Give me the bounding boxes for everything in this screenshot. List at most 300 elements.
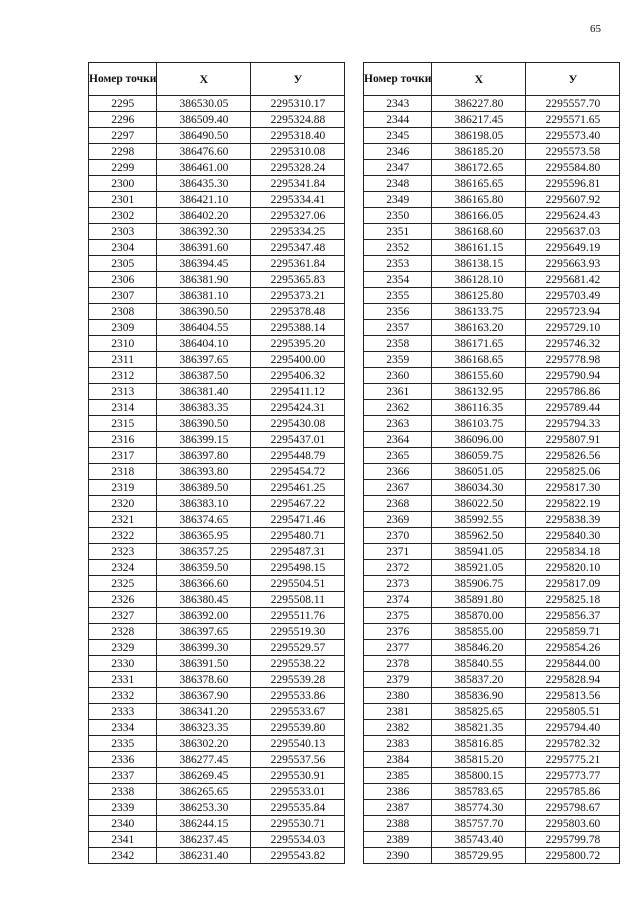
x-coordinate-cell: 385962.50	[432, 528, 526, 544]
point-number-cell: 2384	[364, 752, 432, 768]
x-coordinate-cell: 385906.75	[432, 576, 526, 592]
point-number-cell: 2334	[89, 720, 157, 736]
y-coordinate-cell: 2295406.32	[251, 368, 345, 384]
table-row	[364, 848, 620, 864]
point-number-cell: 2345	[364, 128, 432, 144]
y-coordinate-cell: 2295310.17	[251, 96, 345, 112]
x-coordinate-cell: 386231.40	[157, 848, 251, 864]
table-row	[364, 192, 620, 208]
x-coordinate-cell: 386394.45	[157, 256, 251, 272]
table-row	[89, 320, 345, 336]
table-row	[364, 688, 620, 704]
point-number-cell: 2357	[364, 320, 432, 336]
y-coordinate-cell: 2295596.81	[526, 176, 620, 192]
x-coordinate-cell: 386051.05	[432, 464, 526, 480]
table-row	[364, 624, 620, 640]
y-coordinate-cell: 2295400.00	[251, 352, 345, 368]
y-coordinate-cell: 2295663.93	[526, 256, 620, 272]
point-number-cell: 2331	[89, 672, 157, 688]
x-coordinate-cell: 386168.65	[432, 352, 526, 368]
x-coordinate-cell: 385992.55	[432, 512, 526, 528]
table-row	[364, 400, 620, 416]
x-coordinate-cell: 385837.20	[432, 672, 526, 688]
y-coordinate-cell: 2295746.32	[526, 336, 620, 352]
point-number-cell: 2329	[89, 640, 157, 656]
table-row	[364, 336, 620, 352]
point-number-cell: 2319	[89, 480, 157, 496]
y-coordinate-cell: 2295844.00	[526, 656, 620, 672]
point-number-cell: 2377	[364, 640, 432, 656]
x-coordinate-cell: 386530.05	[157, 96, 251, 112]
point-number-cell: 2341	[89, 832, 157, 848]
header-y: У	[526, 63, 620, 96]
point-number-cell: 2360	[364, 368, 432, 384]
point-number-cell: 2362	[364, 400, 432, 416]
point-number-cell: 2361	[364, 384, 432, 400]
point-number-cell: 2371	[364, 544, 432, 560]
x-coordinate-cell: 385816.85	[432, 736, 526, 752]
y-coordinate-cell: 2295378.48	[251, 304, 345, 320]
point-number-cell: 2320	[89, 496, 157, 512]
table-row	[89, 368, 345, 384]
x-coordinate-cell: 386171.65	[432, 336, 526, 352]
y-coordinate-cell: 2295778.98	[526, 352, 620, 368]
point-number-cell: 2382	[364, 720, 432, 736]
x-coordinate-cell: 386198.05	[432, 128, 526, 144]
x-coordinate-cell: 386390.50	[157, 304, 251, 320]
table-row	[364, 720, 620, 736]
table-row	[89, 784, 345, 800]
x-coordinate-cell: 386476.60	[157, 144, 251, 160]
table-row	[89, 752, 345, 768]
point-number-cell: 2314	[89, 400, 157, 416]
y-coordinate-cell: 2295800.72	[526, 848, 620, 864]
table-row	[364, 272, 620, 288]
point-number-cell: 2375	[364, 608, 432, 624]
x-coordinate-cell: 386397.65	[157, 352, 251, 368]
table-row	[364, 96, 620, 112]
y-coordinate-cell: 2295395.20	[251, 336, 345, 352]
x-coordinate-cell: 385846.20	[432, 640, 526, 656]
y-coordinate-cell: 2295813.56	[526, 688, 620, 704]
y-coordinate-cell: 2295437.01	[251, 432, 345, 448]
table-row	[89, 288, 345, 304]
x-coordinate-cell: 385891.80	[432, 592, 526, 608]
point-number-cell: 2303	[89, 224, 157, 240]
table-row	[89, 208, 345, 224]
point-number-cell: 2297	[89, 128, 157, 144]
table-row	[364, 368, 620, 384]
point-number-cell: 2355	[364, 288, 432, 304]
y-coordinate-cell: 2295607.92	[526, 192, 620, 208]
x-coordinate-cell: 385757.70	[432, 816, 526, 832]
point-number-cell: 2335	[89, 736, 157, 752]
x-coordinate-cell: 386133.75	[432, 304, 526, 320]
x-coordinate-cell: 386253.30	[157, 800, 251, 816]
x-coordinate-cell: 386217.45	[432, 112, 526, 128]
point-number-cell: 2389	[364, 832, 432, 848]
x-coordinate-cell: 385815.20	[432, 752, 526, 768]
table-row	[364, 480, 620, 496]
point-number-cell: 2316	[89, 432, 157, 448]
table-row	[89, 400, 345, 416]
point-number-cell: 2308	[89, 304, 157, 320]
x-coordinate-cell: 386128.10	[432, 272, 526, 288]
point-number-cell: 2333	[89, 704, 157, 720]
x-coordinate-cell: 385840.55	[432, 656, 526, 672]
x-coordinate-cell: 386387.50	[157, 368, 251, 384]
point-number-cell: 2350	[364, 208, 432, 224]
y-coordinate-cell: 2295373.21	[251, 288, 345, 304]
x-coordinate-cell: 386155.60	[432, 368, 526, 384]
table-header-row	[89, 63, 345, 96]
point-number-cell: 2318	[89, 464, 157, 480]
x-coordinate-cell: 385825.65	[432, 704, 526, 720]
table-row	[89, 432, 345, 448]
point-number-cell: 2339	[89, 800, 157, 816]
x-coordinate-cell: 386380.45	[157, 592, 251, 608]
x-coordinate-cell: 386034.30	[432, 480, 526, 496]
point-number-cell: 2343	[364, 96, 432, 112]
y-coordinate-cell: 2295856.37	[526, 608, 620, 624]
y-coordinate-cell: 2295361.84	[251, 256, 345, 272]
x-coordinate-cell: 386389.50	[157, 480, 251, 496]
table-row	[89, 512, 345, 528]
point-number-cell: 2327	[89, 608, 157, 624]
point-number-cell: 2315	[89, 416, 157, 432]
x-coordinate-cell: 385941.05	[432, 544, 526, 560]
point-number-cell: 2309	[89, 320, 157, 336]
x-coordinate-cell: 386161.15	[432, 240, 526, 256]
point-number-cell: 2353	[364, 256, 432, 272]
y-coordinate-cell: 2295790.94	[526, 368, 620, 384]
x-coordinate-cell: 386391.50	[157, 656, 251, 672]
table-row	[364, 608, 620, 624]
point-number-cell: 2369	[364, 512, 432, 528]
table-row	[89, 688, 345, 704]
table-row	[89, 800, 345, 816]
x-coordinate-cell: 386165.65	[432, 176, 526, 192]
table-row	[364, 800, 620, 816]
point-number-cell: 2326	[89, 592, 157, 608]
coordinates-table-right	[363, 62, 620, 864]
point-number-cell: 2322	[89, 528, 157, 544]
x-coordinate-cell: 386402.20	[157, 208, 251, 224]
table-row	[89, 480, 345, 496]
y-coordinate-cell: 2295817.09	[526, 576, 620, 592]
table-row	[364, 256, 620, 272]
y-coordinate-cell: 2295825.18	[526, 592, 620, 608]
point-number-cell: 2380	[364, 688, 432, 704]
x-coordinate-cell: 386132.95	[432, 384, 526, 400]
y-coordinate-cell: 2295533.01	[251, 784, 345, 800]
y-coordinate-cell: 2295637.03	[526, 224, 620, 240]
x-coordinate-cell: 386366.60	[157, 576, 251, 592]
y-coordinate-cell: 2295820.10	[526, 560, 620, 576]
header-x: X	[432, 63, 526, 96]
x-coordinate-cell: 386390.50	[157, 416, 251, 432]
y-coordinate-cell: 2295782.32	[526, 736, 620, 752]
point-number-cell: 2312	[89, 368, 157, 384]
point-number-cell: 2307	[89, 288, 157, 304]
table-row	[89, 672, 345, 688]
y-coordinate-cell: 2295334.41	[251, 192, 345, 208]
point-number-cell: 2344	[364, 112, 432, 128]
y-coordinate-cell: 2295817.30	[526, 480, 620, 496]
y-coordinate-cell: 2295530.71	[251, 816, 345, 832]
point-number-cell: 2378	[364, 656, 432, 672]
point-number-cell: 2299	[89, 160, 157, 176]
y-coordinate-cell: 2295854.26	[526, 640, 620, 656]
table-row	[89, 384, 345, 400]
table-row	[89, 768, 345, 784]
table-row	[364, 224, 620, 240]
y-coordinate-cell: 2295773.77	[526, 768, 620, 784]
y-coordinate-cell: 2295334.25	[251, 224, 345, 240]
table-row	[364, 704, 620, 720]
x-coordinate-cell: 386461.00	[157, 160, 251, 176]
y-coordinate-cell: 2295533.67	[251, 704, 345, 720]
y-coordinate-cell: 2295529.57	[251, 640, 345, 656]
y-coordinate-cell: 2295543.82	[251, 848, 345, 864]
table-row	[89, 160, 345, 176]
table-row	[89, 816, 345, 832]
table-row	[364, 320, 620, 336]
table-row	[364, 112, 620, 128]
x-coordinate-cell: 386359.50	[157, 560, 251, 576]
y-coordinate-cell: 2295539.80	[251, 720, 345, 736]
y-coordinate-cell: 2295794.33	[526, 416, 620, 432]
y-coordinate-cell: 2295487.31	[251, 544, 345, 560]
y-coordinate-cell: 2295508.11	[251, 592, 345, 608]
y-coordinate-cell: 2295571.65	[526, 112, 620, 128]
y-coordinate-cell: 2295511.76	[251, 608, 345, 624]
point-number-cell: 2367	[364, 480, 432, 496]
x-coordinate-cell: 386383.10	[157, 496, 251, 512]
table-row	[364, 464, 620, 480]
point-number-cell: 2337	[89, 768, 157, 784]
table-row	[364, 352, 620, 368]
x-coordinate-cell: 386383.35	[157, 400, 251, 416]
y-coordinate-cell: 2295341.84	[251, 176, 345, 192]
table-row	[364, 240, 620, 256]
x-coordinate-cell: 385800.15	[432, 768, 526, 784]
table-row	[89, 736, 345, 752]
y-coordinate-cell: 2295789.44	[526, 400, 620, 416]
point-number-cell: 2317	[89, 448, 157, 464]
table-row	[89, 656, 345, 672]
point-number-cell: 2363	[364, 416, 432, 432]
y-coordinate-cell: 2295498.15	[251, 560, 345, 576]
y-coordinate-cell: 2295649.19	[526, 240, 620, 256]
x-coordinate-cell: 386421.10	[157, 192, 251, 208]
header-x: X	[157, 63, 251, 96]
point-number-cell: 2347	[364, 160, 432, 176]
x-coordinate-cell: 386323.35	[157, 720, 251, 736]
y-coordinate-cell: 2295834.18	[526, 544, 620, 560]
table-row	[364, 448, 620, 464]
x-coordinate-cell: 386022.50	[432, 496, 526, 512]
table-row	[89, 416, 345, 432]
table-row	[364, 208, 620, 224]
x-coordinate-cell: 386185.20	[432, 144, 526, 160]
table-row	[364, 304, 620, 320]
point-number-cell: 2381	[364, 704, 432, 720]
x-coordinate-cell: 386509.40	[157, 112, 251, 128]
table-row	[89, 848, 345, 864]
table-header-row	[364, 63, 620, 96]
point-number-cell: 2374	[364, 592, 432, 608]
point-number-cell: 2386	[364, 784, 432, 800]
y-coordinate-cell: 2295703.49	[526, 288, 620, 304]
point-number-cell: 2338	[89, 784, 157, 800]
y-coordinate-cell: 2295519.30	[251, 624, 345, 640]
point-number-cell: 2372	[364, 560, 432, 576]
x-coordinate-cell: 386096.00	[432, 432, 526, 448]
table-row	[89, 144, 345, 160]
table-row	[89, 240, 345, 256]
x-coordinate-cell: 386393.80	[157, 464, 251, 480]
y-coordinate-cell: 2295430.08	[251, 416, 345, 432]
table-row	[364, 544, 620, 560]
y-coordinate-cell: 2295537.56	[251, 752, 345, 768]
table-row	[89, 192, 345, 208]
point-number-cell: 2302	[89, 208, 157, 224]
y-coordinate-cell: 2295461.25	[251, 480, 345, 496]
point-number-cell: 2387	[364, 800, 432, 816]
page-number: 65	[590, 23, 601, 35]
table-row	[89, 576, 345, 592]
y-coordinate-cell: 2295480.71	[251, 528, 345, 544]
table-row	[89, 176, 345, 192]
table-row	[364, 496, 620, 512]
x-coordinate-cell: 386391.60	[157, 240, 251, 256]
x-coordinate-cell: 386138.15	[432, 256, 526, 272]
x-coordinate-cell: 386399.30	[157, 640, 251, 656]
y-coordinate-cell: 2295539.28	[251, 672, 345, 688]
point-number-cell: 2388	[364, 816, 432, 832]
point-number-cell: 2351	[364, 224, 432, 240]
x-coordinate-cell: 386435.30	[157, 176, 251, 192]
x-coordinate-cell: 386166.05	[432, 208, 526, 224]
table-row	[364, 576, 620, 592]
x-coordinate-cell: 386227.80	[432, 96, 526, 112]
table-row	[364, 592, 620, 608]
table-row	[364, 512, 620, 528]
y-coordinate-cell: 2295557.70	[526, 96, 620, 112]
x-coordinate-cell: 386165.80	[432, 192, 526, 208]
y-coordinate-cell: 2295411.12	[251, 384, 345, 400]
y-coordinate-cell: 2295826.56	[526, 448, 620, 464]
x-coordinate-cell: 386404.10	[157, 336, 251, 352]
x-coordinate-cell: 385821.35	[432, 720, 526, 736]
header-point-number: Номер точки	[89, 63, 157, 96]
table-row	[89, 832, 345, 848]
point-number-cell: 2313	[89, 384, 157, 400]
x-coordinate-cell: 385870.00	[432, 608, 526, 624]
table-row	[89, 464, 345, 480]
point-number-cell: 2324	[89, 560, 157, 576]
x-coordinate-cell: 386392.30	[157, 224, 251, 240]
point-number-cell: 2373	[364, 576, 432, 592]
point-number-cell: 2336	[89, 752, 157, 768]
x-coordinate-cell: 385774.30	[432, 800, 526, 816]
point-number-cell: 2364	[364, 432, 432, 448]
point-number-cell: 2301	[89, 192, 157, 208]
y-coordinate-cell: 2295825.06	[526, 464, 620, 480]
y-coordinate-cell: 2295310.08	[251, 144, 345, 160]
point-number-cell: 2366	[364, 464, 432, 480]
point-number-cell: 2311	[89, 352, 157, 368]
y-coordinate-cell: 2295729.10	[526, 320, 620, 336]
point-number-cell: 2321	[89, 512, 157, 528]
point-number-cell: 2390	[364, 848, 432, 864]
table-row	[89, 112, 345, 128]
x-coordinate-cell: 386397.65	[157, 624, 251, 640]
point-number-cell: 2300	[89, 176, 157, 192]
x-coordinate-cell: 386269.45	[157, 768, 251, 784]
table-row	[364, 768, 620, 784]
y-coordinate-cell: 2295471.46	[251, 512, 345, 528]
table-row	[364, 416, 620, 432]
y-coordinate-cell: 2295723.94	[526, 304, 620, 320]
point-number-cell: 2358	[364, 336, 432, 352]
x-coordinate-cell: 386490.50	[157, 128, 251, 144]
table-row	[364, 528, 620, 544]
y-coordinate-cell: 2295318.40	[251, 128, 345, 144]
x-coordinate-cell: 386163.20	[432, 320, 526, 336]
y-coordinate-cell: 2295347.48	[251, 240, 345, 256]
y-coordinate-cell: 2295794.40	[526, 720, 620, 736]
table-row	[364, 176, 620, 192]
table-row	[364, 656, 620, 672]
y-coordinate-cell: 2295535.84	[251, 800, 345, 816]
y-coordinate-cell: 2295803.60	[526, 816, 620, 832]
table-row	[89, 496, 345, 512]
header-y: У	[251, 63, 345, 96]
x-coordinate-cell: 386365.95	[157, 528, 251, 544]
x-coordinate-cell: 386059.75	[432, 448, 526, 464]
point-number-cell: 2349	[364, 192, 432, 208]
point-number-cell: 2368	[364, 496, 432, 512]
point-number-cell: 2383	[364, 736, 432, 752]
point-number-cell: 2304	[89, 240, 157, 256]
header-point-number: Номер точки	[364, 63, 432, 96]
y-coordinate-cell: 2295573.40	[526, 128, 620, 144]
table-row	[89, 608, 345, 624]
point-number-cell: 2296	[89, 112, 157, 128]
y-coordinate-cell: 2295365.83	[251, 272, 345, 288]
y-coordinate-cell: 2295840.30	[526, 528, 620, 544]
y-coordinate-cell: 2295838.39	[526, 512, 620, 528]
x-coordinate-cell: 385836.90	[432, 688, 526, 704]
table-row	[89, 704, 345, 720]
y-coordinate-cell: 2295388.14	[251, 320, 345, 336]
point-number-cell: 2298	[89, 144, 157, 160]
point-number-cell: 2328	[89, 624, 157, 640]
table-row	[89, 528, 345, 544]
point-number-cell: 2346	[364, 144, 432, 160]
table-row	[89, 96, 345, 112]
y-coordinate-cell: 2295538.22	[251, 656, 345, 672]
point-number-cell: 2330	[89, 656, 157, 672]
point-number-cell: 2305	[89, 256, 157, 272]
x-coordinate-cell: 385783.65	[432, 784, 526, 800]
point-number-cell: 2379	[364, 672, 432, 688]
point-number-cell: 2365	[364, 448, 432, 464]
y-coordinate-cell: 2295785.86	[526, 784, 620, 800]
x-coordinate-cell: 386367.90	[157, 688, 251, 704]
